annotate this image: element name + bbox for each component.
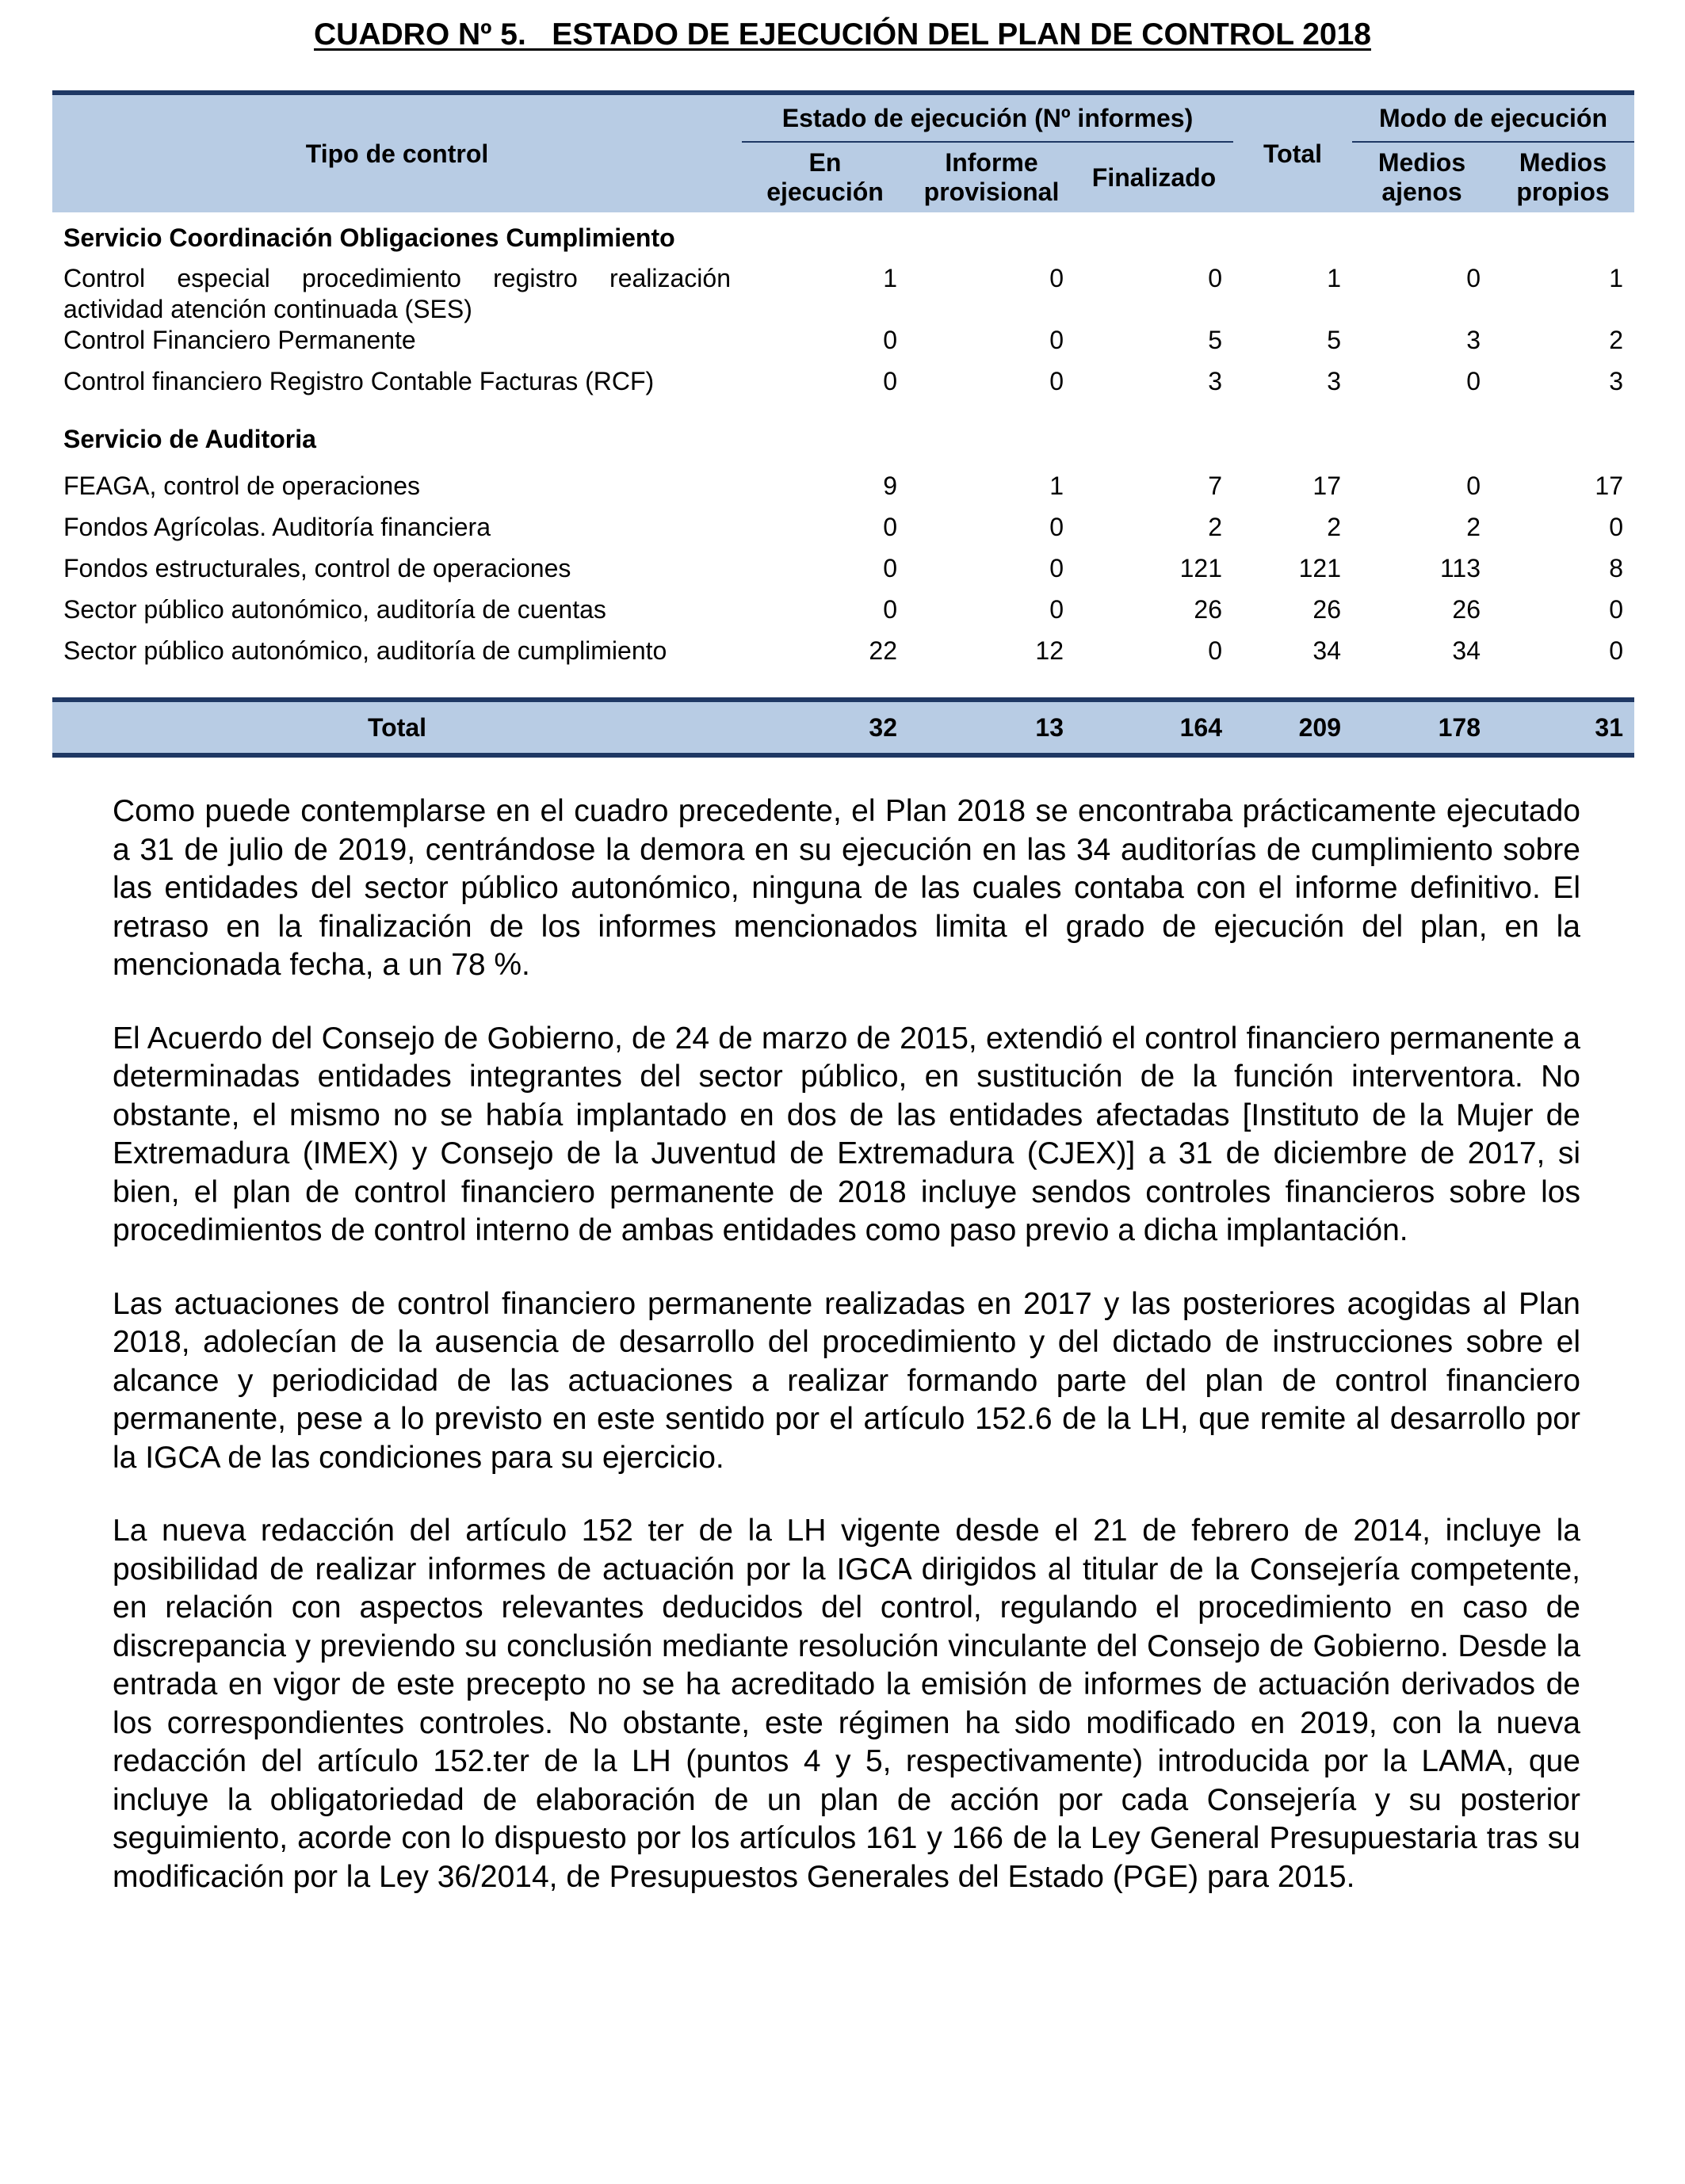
paragraph: Las actuaciones de control financiero permanente realizadas en 2017 y las posteriores acogidas al Plan 2018, adolecían de la ausencia de desarrollo del procedimiento y del dictado de instrucciones sobre el alcance y periodicidad de las actuaciones a realizar formando parte del plan de control financiero permanente, pese a lo previsto en este sentido por el artículo 152.6 de la LH, que remite al desarrollo por la IGCA de las condiciones para su ejercicio. bbox=[113, 1286, 1580, 1475]
row-label: Sector público autonómico, auditoría de cumplimiento bbox=[63, 636, 667, 666]
cell-total: 5 bbox=[1327, 326, 1341, 355]
table-row bbox=[52, 594, 1634, 636]
cell-medios-propios: 1 bbox=[1609, 264, 1623, 292]
cell-en-ejecucion: 9 bbox=[883, 472, 897, 501]
total-row bbox=[52, 700, 1634, 755]
cell-finalizado: 121 bbox=[1179, 554, 1222, 583]
cell-total: 1 bbox=[1327, 264, 1341, 292]
cell-en-ejecucion: 0 bbox=[883, 367, 897, 396]
table-row bbox=[52, 366, 1634, 407]
cell-informe-provisional: 0 bbox=[1049, 513, 1064, 542]
header-medios-propios: Medios propios bbox=[1492, 142, 1634, 212]
header-modo-ejecucion: Modo de ejecución bbox=[1352, 93, 1634, 142]
cell-en-ejecucion: 0 bbox=[883, 595, 897, 624]
cell-medios-propios: 0 bbox=[1609, 595, 1623, 624]
row-label: Fondos Agrícolas. Auditoría financiera bbox=[63, 513, 491, 542]
table-row bbox=[52, 553, 1634, 594]
cell-informe-provisional: 0 bbox=[1049, 595, 1064, 624]
cell-medios-propios: 2 bbox=[1609, 326, 1623, 355]
cell-en-ejecucion: 0 bbox=[883, 326, 897, 355]
table-row bbox=[52, 471, 1634, 512]
paragraph: La nueva redacción del artículo 152 ter de la LH vigente desde el 21 de febrero de 2014, incluye la posibilidad de realizar informes de actuación por la IGCA dirigidos al titular de la Consejería competente, en relación con aspectos relevantes deducidos del control, regulando el procedimiento en caso de discrepancia y previendo su conclusión mediante resolución vinculante del Consejo de Gobierno. Desde la entrada en vigor de este precepto no se ha acreditado la emisión de informes de actuación derivados de los correspondientes controles. No obstante, este régimen ha sido modificado en 2019, con la nueva redacción del artículo 152.ter de la LH (puntos 4 y 5, respectivamente) introducida por la LAMA, que incluye la obligatoriedad de elaboración de un plan de acción por cada Consejería y su posterior seguimiento, acorde con lo dispuesto por los artículos 161 y 166 de la Ley General Presupuestaria tras su modificación por la Ley 36/2014, de Presupuestos Generales del Estado (PGE) para 2015. bbox=[113, 1514, 1580, 1894]
section-row bbox=[52, 407, 1634, 471]
header-estado-ejecucion: Estado de ejecución (Nº informes) bbox=[742, 93, 1233, 142]
cell-medios-ajenos: 113 bbox=[1439, 554, 1481, 583]
section-label: Servicio Coordinación Obligaciones Cumplimiento bbox=[63, 223, 675, 252]
total-finalizado: 164 bbox=[1075, 700, 1233, 755]
table-row bbox=[52, 636, 1634, 677]
table-row bbox=[52, 512, 1634, 553]
paragraph: El Acuerdo del Consejo de Gobierno, de 24 de marzo de 2015, extendió el control financiero permanente a determinadas entidades integrantes del sector público, en sustitución de la función interventora. No obstante, el mismo no se había implantado en dos de las entidades afectadas [Instituto de la Mujer de Extremadura (IMEX) y Consejo de la Juventud de Extremadura (CJEX)] a 31 de diciembre de 2017, si bien, el plan de control financiero permanente de 2018 incluye sendos controles financieros sobre los procedimientos de control interno de ambas entidades como paso previo a dicha implantación. bbox=[113, 1021, 1580, 1247]
cell-en-ejecucion: 22 bbox=[869, 636, 897, 666]
cell-total: 26 bbox=[1312, 595, 1341, 624]
cell-total: 2 bbox=[1327, 513, 1341, 542]
cell-medios-propios: 17 bbox=[1595, 472, 1623, 501]
cell-medios-ajenos: 3 bbox=[1466, 326, 1481, 355]
cell-medios-ajenos: 0 bbox=[1466, 367, 1481, 396]
cell-finalizado: 3 bbox=[1208, 367, 1222, 396]
cell-finalizado: 26 bbox=[1194, 595, 1222, 624]
section-label: Servicio de Auditoria bbox=[63, 424, 316, 453]
row-label: Control especial procedimiento registro realización actividad atención continuada (SES) bbox=[63, 264, 731, 324]
cell-medios-ajenos: 26 bbox=[1452, 595, 1481, 624]
row-label: Control Financiero Permanente bbox=[63, 326, 416, 355]
row-label: Fondos estructurales, control de operaciones bbox=[63, 554, 571, 583]
cell-medios-ajenos: 2 bbox=[1466, 513, 1481, 542]
total-medios-propios: 31 bbox=[1492, 700, 1634, 755]
table-row bbox=[52, 325, 1634, 366]
cell-informe-provisional: 1 bbox=[1049, 472, 1064, 501]
cell-finalizado: 5 bbox=[1208, 326, 1222, 355]
cell-en-ejecucion: 0 bbox=[883, 554, 897, 583]
cell-medios-ajenos: 0 bbox=[1466, 472, 1481, 501]
paragraph: Como puede contemplarse en el cuadro precedente, el Plan 2018 se encontraba prácticamente ejecutado a 31 de julio de 2019, centrándose la demora en su ejecución en las 34 auditorías de cumplimiento sobre las entidades del sector público autonómico, ninguna de las cuales contaba con el informe definitivo. El retraso en la finalización de los informes mencionados limita el grado de ejecución del plan, en la mencionada fecha, a un 78 %. bbox=[113, 794, 1580, 982]
body-text bbox=[113, 792, 1580, 1931]
row-label: Sector público autonómico, auditoría de cuentas bbox=[63, 595, 606, 624]
cell-medios-ajenos: 34 bbox=[1452, 636, 1481, 666]
cell-medios-propios: 8 bbox=[1609, 554, 1623, 583]
cell-total: 3 bbox=[1327, 367, 1341, 396]
table-header-row-groups bbox=[52, 93, 1634, 142]
header-total: Total bbox=[1233, 93, 1352, 212]
cell-informe-provisional: 12 bbox=[1035, 636, 1064, 666]
header-tipo-control: Tipo de control bbox=[52, 93, 742, 212]
total-total: 209 bbox=[1233, 700, 1352, 755]
cell-medios-ajenos: 0 bbox=[1466, 264, 1481, 292]
total-label: Total bbox=[52, 700, 742, 755]
section-row bbox=[52, 212, 1634, 263]
cell-finalizado: 2 bbox=[1208, 513, 1222, 542]
header-informe-provisional: Informe provisional bbox=[908, 142, 1075, 212]
spacer-row bbox=[52, 677, 1634, 700]
cell-en-ejecucion: 0 bbox=[883, 513, 897, 542]
document-title: CUADRO Nº 5. ESTADO DE EJECUCIÓN DEL PLAN DE CONTROL 2018 bbox=[314, 17, 1371, 52]
cell-total: 17 bbox=[1312, 472, 1341, 501]
cell-total: 34 bbox=[1312, 636, 1341, 666]
cell-informe-provisional: 0 bbox=[1049, 554, 1064, 583]
total-en-ejecucion: 32 bbox=[742, 700, 908, 755]
cell-finalizado: 7 bbox=[1208, 472, 1222, 501]
cell-total: 121 bbox=[1298, 554, 1341, 583]
header-en-ejecucion: En ejecución bbox=[742, 142, 908, 212]
cell-en-ejecucion: 1 bbox=[883, 264, 897, 292]
execution-status-table bbox=[52, 90, 1634, 758]
cell-finalizado: 0 bbox=[1208, 636, 1222, 666]
table-row bbox=[52, 263, 1634, 325]
total-medios-ajenos: 178 bbox=[1352, 700, 1492, 755]
row-label: Control financiero Registro Contable Facturas (RCF) bbox=[63, 367, 655, 396]
cell-informe-provisional: 0 bbox=[1049, 367, 1064, 396]
cell-medios-propios: 3 bbox=[1609, 367, 1623, 396]
cell-medios-propios: 0 bbox=[1609, 636, 1623, 666]
header-finalizado: Finalizado bbox=[1075, 142, 1233, 212]
header-medios-ajenos: Medios ajenos bbox=[1352, 142, 1492, 212]
cell-informe-provisional: 0 bbox=[1049, 264, 1064, 292]
cell-informe-provisional: 0 bbox=[1049, 326, 1064, 355]
cell-medios-propios: 0 bbox=[1609, 513, 1623, 542]
total-informe-provisional: 13 bbox=[908, 700, 1075, 755]
row-label: FEAGA, control de operaciones bbox=[63, 472, 421, 501]
cell-finalizado: 0 bbox=[1208, 264, 1222, 292]
